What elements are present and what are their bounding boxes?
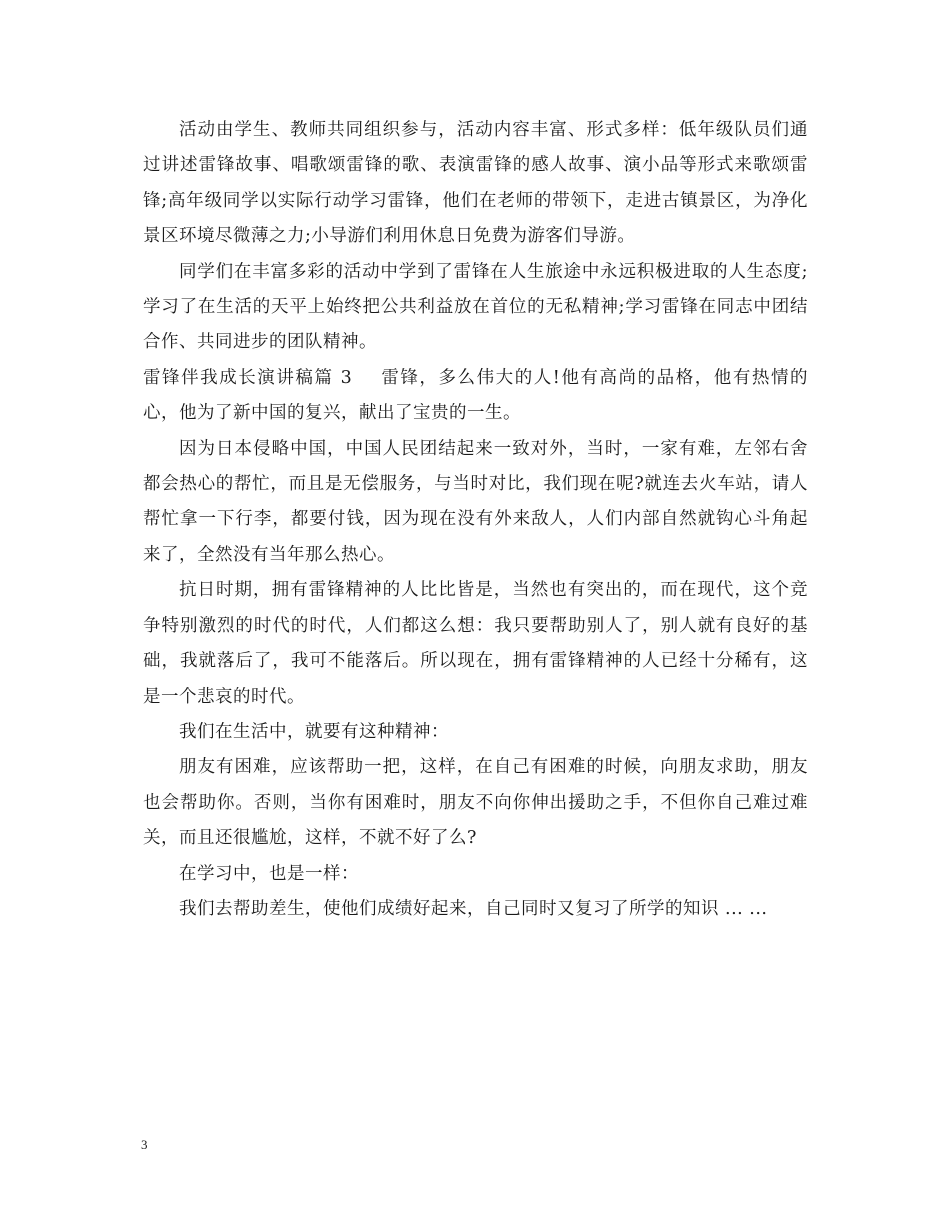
paragraph-8: 在学习中，也是一样： bbox=[179, 863, 359, 884]
section-heading: 雷锋伴我成长演讲稿篇 3 bbox=[143, 367, 353, 388]
document-body bbox=[143, 113, 808, 927]
paragraph-7: 朋友有困难，应该帮助一把，这样，在自己有困难的时候，向朋友求助，朋友也会帮助你。否则，当你有困难时，朋友不向你伸出援助之手，不但你自己难过难关，而且还很尴尬，这样，不就不好了么? bbox=[143, 757, 808, 849]
paragraph-3-text: 雷锋，多么伟大的人!他有高尚的品格，他有热情的心，他为了新中国的复兴，献出了宝贵的一生。 bbox=[143, 367, 809, 424]
paragraph-1: 活动由学生、教师共同组织参与，活动内容丰富、形式多样：低年级队员们通过讲述雷锋故事、唱歌颂雷锋的歌、表演雷锋的感人故事、演小品等形式来歌颂雷锋;高年级同学以实际行动学习雷锋，他们在老师的带领下，走进古镇景区，为净化景区环境尽微薄之力;小导游们利用休息日免费为游客们导游。 bbox=[143, 120, 808, 247]
paragraph-9: 我们去帮助差生，使他们成绩好起来，自己同时又复习了所学的知识 ... ... bbox=[179, 898, 768, 919]
paragraph-5: 抗日时期，拥有雷锋精神的人比比皆是，当然也有突出的，而在现代，这个竞争特别激烈的时代的时代，人们都这么想：我只要帮助别人了，别人就有良好的基础，我就落后了，我可不能落后。所以现在，拥有雷锋精神的人已经十分稀有，这是一个悲哀的时代。 bbox=[143, 580, 808, 707]
paragraph-3 bbox=[143, 361, 808, 432]
paragraph-4: 因为日本侵略中国，中国人民团结起来一致对外，当时，一家有难，左邻右舍都会热心的帮忙，而且是无偿服务，与当时对比，我们现在呢?就连去火车站，请人帮忙拿一下行李，都要付钱，因为现在没有外来敌人，人们内部自然就钩心斗角起来了，全然没有当年那么热心。 bbox=[143, 438, 808, 565]
paragraph-6: 我们在生活中，就要有这种精神： bbox=[179, 721, 449, 742]
paragraph-2: 同学们在丰富多彩的活动中学到了雷锋在人生旅途中永远积极进取的人生态度;学习了在生活的天平上始终把公共利益放在首位的无私精神;学习雷锋在同志中团结合作、共同进步的团队精神。 bbox=[143, 261, 808, 353]
page-number: 3 bbox=[141, 1137, 148, 1152]
